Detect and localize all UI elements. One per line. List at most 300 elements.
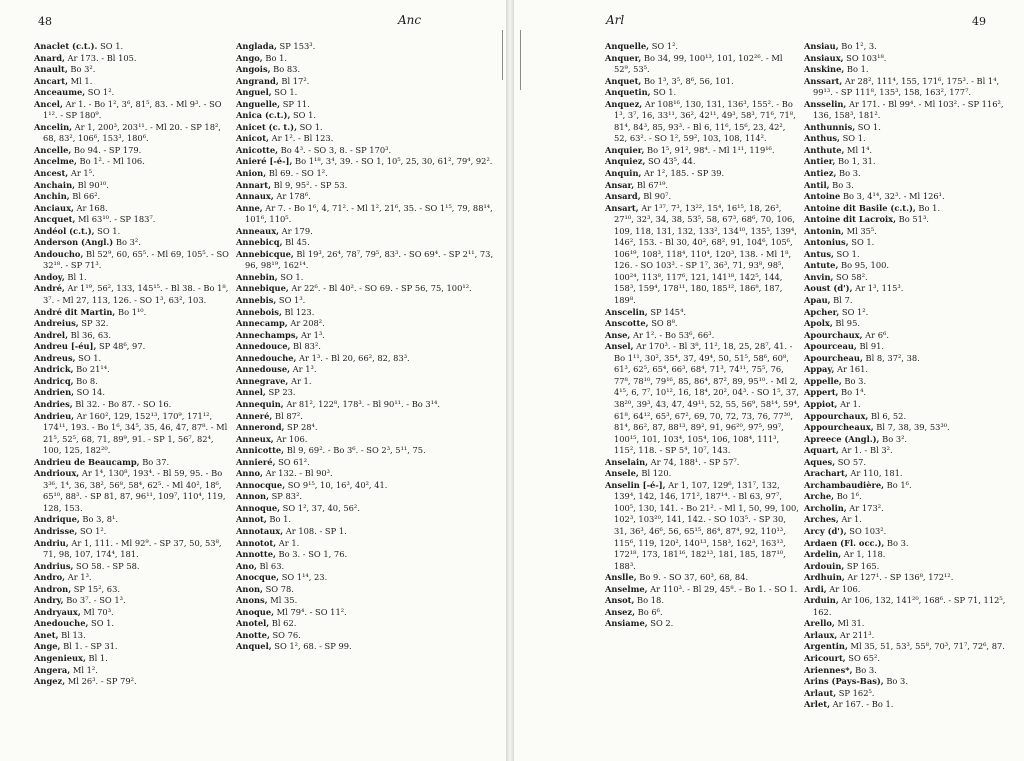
entry-references: SO 58. - SP 58. [73, 560, 140, 571]
index-entry [236, 364, 500, 376]
index-entry [34, 341, 230, 353]
entry-headword: Angenieux, [34, 652, 86, 663]
entry-headword: Anaclet (c.t.). [34, 41, 98, 51]
index-entry [236, 503, 500, 515]
entry-references: Bl 1. [64, 271, 87, 282]
index-entry [605, 595, 801, 607]
entry-references: Bo 1³, 3⁵, 8⁶, 56, 101. [641, 75, 734, 86]
entry-headword: Apau, [804, 295, 831, 306]
entry-references: Ar 179. [279, 225, 313, 236]
entry-references: Ar 108¹⁶, 130, 131, 136³, 155². - Bo 1³, 3⁷, 16, 33¹¹, 36², 42¹¹, 49³, 58³, 71⁶, 71⁸, 81⁴, 84³, 85, 93³. - Bl 6, 11⁶, 15⁶, 23, 42², 52, 63². - SO 1², 59², 103, 108, 114². [614, 98, 796, 144]
index-entry [605, 307, 801, 319]
entry-headword: Annel, [236, 387, 266, 398]
entry-references: Ar 171. - Bl 99⁴. - Ml 103². - SP 116², 136, 158³, 181². [813, 98, 1004, 121]
index-entry [34, 676, 230, 688]
entry-references: Bo 3. - SO 1, 76. [275, 549, 348, 560]
entry-references: SO 1. [650, 87, 677, 98]
entry-headword: Andoy, [34, 271, 65, 282]
index-entry [34, 387, 230, 399]
entry-references: Ar 173. - Bl 105. [64, 52, 137, 63]
entry-headword: Andrel, [34, 329, 68, 340]
index-entry [605, 584, 801, 596]
index-entry [34, 411, 230, 457]
entry-headword: Andron, [34, 583, 72, 594]
entry-headword: Andrique, [34, 514, 80, 525]
entry-references: SO 1. [277, 271, 304, 282]
entry-headword: Andreu [-éu], [34, 341, 97, 352]
index-entry [236, 468, 500, 480]
entry-references: SO 65². [845, 652, 880, 663]
index-entry [605, 468, 801, 480]
entry-references: Bl 87². [272, 410, 303, 421]
index-entry [34, 561, 230, 573]
index-entry [236, 491, 500, 503]
entry-headword: Annotaux, [236, 525, 284, 536]
index-entry [605, 203, 801, 307]
entry-headword: Anselin [-é-], [605, 479, 666, 490]
entry-references: Ar 1³, 115³. [852, 283, 904, 294]
entry-references: Ar 1. - Bl 3². [838, 445, 893, 456]
entry-references: SO 14. [74, 387, 105, 398]
entry-headword: Apreece (Angl.), [804, 433, 880, 444]
entry-references: SP 23. [265, 387, 296, 398]
index-entry [236, 283, 500, 295]
entry-references: Ar 1⁴, 130⁸, 193⁴. - Bl 59, 95. - Bo 3³⁶, 1⁴, 36, 38², 56⁸, 58⁴, 62⁵. - Ml 40², 18⁶, 65¹⁰, 88³. - SP 81, 87, 96¹¹, 109⁷, 110⁴, 119, 128, 153. [43, 468, 226, 513]
entry-headword: Anoque, [236, 606, 275, 617]
entry-headword: Andrioux, [34, 468, 80, 479]
entry-headword: Andries, [34, 398, 73, 409]
right-column-2 [804, 41, 1019, 711]
index-entry [804, 260, 1019, 272]
entry-references: SO 1², 37, 40, 56². [280, 502, 360, 513]
index-entry [34, 468, 230, 514]
index-entry [804, 283, 1019, 295]
entry-headword: Anse, [605, 329, 631, 340]
index-entry [804, 341, 1019, 353]
entry-references: Ar 110³. - Bl 29, 45⁸. - Bo 1. - SO 1. [647, 583, 798, 594]
index-entry [804, 133, 1019, 145]
entry-references: Ml 35⁵. [843, 225, 877, 236]
entry-references: Bl 1. - SP 31. [60, 641, 118, 652]
entry-references: Ar 161. [834, 364, 869, 375]
entry-headword: Arins (Pays-Bas), [804, 676, 884, 687]
entry-references: SO 1¹⁴, 23. [279, 572, 328, 583]
entry-references: Ar 81², 122⁸, 178³. - Bl 90¹¹. - Bo 3¹⁴. [283, 398, 441, 409]
entry-references: Ar 7. - Bo 1⁶, 4, 71². - Ml 1², 21⁶, 35. - SO 1¹⁵, 79, 88¹⁴, 101⁶, 110⁵. [245, 202, 493, 225]
entry-references: Bo 1¹⁰. [115, 306, 147, 317]
entry-references: Ar 167. - Bo 1. [829, 699, 894, 710]
index-entry [804, 688, 1019, 700]
entry-headword: Anicotte, [236, 144, 279, 155]
entry-headword: Annicotte, [236, 445, 285, 456]
entry-references: Ml 1. [68, 75, 93, 86]
index-entry [34, 214, 230, 226]
index-entry [236, 318, 500, 330]
index-entry [605, 480, 801, 572]
index-entry [34, 191, 230, 203]
left-page-number: 48 [38, 15, 52, 28]
entry-references: Bo 3. [884, 537, 909, 548]
index-entry [236, 203, 500, 226]
entry-headword: Anquier, [605, 144, 645, 155]
entry-headword: Antute, [804, 260, 839, 271]
entry-references: Bl 45. [282, 237, 310, 248]
entry-references: Bo 6⁶. [635, 606, 663, 617]
index-entry [804, 584, 1019, 596]
entry-headword: Andriu, [34, 537, 69, 548]
entry-references: Bo 3, 8¹. [79, 514, 118, 525]
entry-headword: Antoine dit Lacroix, [804, 214, 897, 225]
index-entry [34, 180, 230, 192]
index-entry [236, 133, 500, 145]
index-entry [804, 653, 1019, 665]
index-entry [236, 237, 500, 249]
entry-headword: Anceaume, [34, 87, 86, 98]
entry-references: SO 1³. [276, 295, 306, 306]
entry-headword: Annebois, [236, 306, 282, 317]
index-entry [804, 64, 1019, 76]
entry-headword: Annegrave, [236, 375, 289, 386]
entry-references: Bl 8, 37², 38. [862, 352, 920, 363]
entry-headword: Archolin, [804, 502, 847, 513]
entry-headword: Ansard, [605, 191, 641, 202]
entry-references: Bl 90¹⁰. [75, 179, 109, 190]
entry-headword: Anslle, [605, 572, 637, 583]
index-entry [236, 191, 500, 203]
entry-headword: Ange, [34, 641, 61, 652]
entry-references: SP 165. [844, 560, 880, 571]
entry-references: Ar 211³. [837, 629, 875, 640]
index-entry [34, 226, 230, 238]
index-entry [804, 457, 1019, 469]
entry-references: Bl 6, 52. [868, 410, 907, 421]
index-entry [804, 122, 1019, 134]
index-entry [236, 526, 500, 538]
entry-headword: Anskine, [804, 64, 845, 75]
entry-headword: Annecamp, [236, 318, 288, 329]
index-entry [34, 572, 230, 584]
entry-headword: Ansel, [605, 341, 634, 352]
entry-headword: Anquiez, [605, 156, 646, 167]
index-entry [236, 156, 500, 168]
entry-references: Ar 110, 181. [847, 468, 903, 479]
index-entry [34, 630, 230, 642]
index-entry [34, 618, 230, 630]
entry-references: Bo 51³. [896, 214, 929, 225]
index-entry [804, 503, 1019, 515]
entry-references: SP 48⁶, 97. [96, 341, 146, 352]
entry-references: Bo 1⁵, 91², 98⁴. - Ml 1¹¹, 119¹⁶. [644, 144, 775, 155]
entry-headword: Appourchaux, [804, 410, 869, 421]
entry-references: SO 1². [649, 41, 679, 51]
entry-references: Ml 35. [267, 595, 298, 606]
entry-references: Ar 1³⁷, 7³, 13²², 15⁴, 16¹⁵, 18, 26³, 27¹⁰, 32³, 34, 38, 53⁵, 58, 67³, 68⁶, 70, 106, 109, 118, 131, 132, 133², 134¹⁰, 135⁵, 139⁴, 146², 153. - Bl 30, 40², 68², 91, 104⁶, 105⁶, 106¹⁹, 108³, 118⁴, 110⁴, 120³, 138. - Ml 1⁸, 126. - SO 103³. - SP 1⁷, 36³, 71, 93⁸, 98⁵, 100²⁴, 113⁸, 117⁶, 121, 141¹⁸, 142⁵, 144, 158³, 159⁴, 178¹¹, 180, 185¹², 186⁸, 187, 189⁸. [614, 202, 797, 306]
entry-references: Ar 132. - Bl 90³. [262, 468, 333, 479]
index-entry [804, 295, 1019, 307]
entry-headword: Archambaudière, [804, 479, 885, 490]
entry-references: SO 2. [647, 618, 674, 629]
left-column-1 [34, 41, 230, 688]
entry-headword: Anciaux, [34, 202, 74, 213]
entry-references: Bl 63. [256, 560, 285, 571]
index-entry [34, 64, 230, 76]
entry-references: Bl 83². [290, 341, 321, 352]
entry-headword: Antil, [804, 179, 830, 190]
entry-references: Bl 7. [830, 295, 853, 306]
entry-references: Ar 108. - SP 1. [283, 525, 347, 536]
entry-references: SP 83². [268, 491, 303, 502]
entry-references: Bo 83. [270, 64, 301, 75]
entry-references: Ar 1³. - Bl 20, 66², 82, 83³. [296, 352, 410, 363]
entry-headword: Anscelin, [605, 306, 648, 317]
entry-headword: Anion, [236, 168, 267, 179]
entry-references: Bl 66². [69, 191, 101, 202]
index-entry [804, 376, 1019, 388]
entry-headword: Ansiau, [804, 41, 839, 51]
entry-references: SO 8⁸. [648, 318, 678, 329]
index-entry [804, 595, 1019, 618]
index-entry [804, 699, 1019, 711]
entry-headword: Anthute, [804, 144, 845, 155]
entry-references: SO 58². [833, 271, 868, 282]
entry-headword: Arches, [804, 514, 839, 525]
index-entry [804, 364, 1019, 376]
entry-references: SO 1. [848, 237, 875, 248]
index-entry [804, 445, 1019, 457]
entry-references: Bo 4³. - SO 3, 8. - SP 170³. [278, 144, 392, 155]
entry-headword: Arcy (d'), [804, 525, 847, 536]
index-entry [236, 226, 500, 238]
entry-headword: Appert, [804, 387, 839, 398]
index-entry [236, 272, 500, 284]
entry-headword: Anquin, [605, 168, 642, 179]
entry-headword: Anicet (c. t.), [236, 121, 297, 132]
entry-headword: Apourceau, [804, 341, 857, 352]
entry-headword: Ardhuin, [804, 572, 845, 583]
entry-headword: Andreius, [34, 318, 79, 329]
entry-headword: Antonin, [804, 225, 844, 236]
entry-references: Bo 1¹⁸, 3⁴, 39. - SO 1, 10⁵, 25, 30, 61², 79⁴, 92². [292, 156, 493, 167]
entry-headword: Angera, [34, 664, 71, 675]
entry-headword: Annebin, [236, 271, 278, 282]
entry-references: SO 103¹⁸. [843, 52, 887, 63]
entry-references: Bl 52⁹, 60, 65⁵. - Ml 69, 105⁵. - SO 32¹⁸. - SP 71³. [43, 248, 229, 271]
entry-references: Ar 160², 129, 152¹³, 170⁹, 171¹², 174¹¹, 193. - Bo 1⁶, 34⁵, 35, 46, 47, 87⁸. - Ml 21⁵, 52⁵, 68, 71, 89⁹, 91. - SP 1, 56⁷, 82⁴, 100, 125, 182²⁰. [43, 410, 228, 456]
index-entry [236, 434, 500, 446]
entry-references: SO 1. [833, 248, 860, 259]
entry-headword: Anneaux, [236, 225, 280, 236]
entry-references: Bl 13. [58, 629, 86, 640]
entry-headword: Ansiame, [605, 618, 648, 629]
index-entry [236, 572, 500, 584]
entry-headword: Annaux, [236, 191, 274, 202]
entry-headword: Anderson (Angl.) [34, 237, 114, 248]
entry-headword: Andricq, [34, 375, 74, 386]
entry-headword: Ancest, [34, 168, 69, 179]
index-entry [605, 76, 801, 88]
index-entry [34, 584, 230, 596]
index-entry [236, 53, 500, 65]
entry-references: Ar 1. [276, 537, 300, 548]
index-entry [605, 191, 801, 203]
entry-references: Bl 36, 63. [67, 329, 112, 340]
entry-headword: Arlaut, [804, 687, 837, 698]
index-entry [236, 422, 500, 434]
entry-headword: Aoust (d'), [804, 283, 853, 294]
index-entry [236, 595, 500, 607]
index-entry [34, 364, 230, 376]
entry-references: Ar 1. - Bo 1², 3⁶, 81⁵, 83. - Ml 9³. - SO 1¹². - SP 180⁹. [43, 98, 222, 121]
entry-references: SO 1², 68. - SP 99. [271, 641, 352, 652]
index-entry [34, 53, 230, 65]
index-entry [34, 76, 230, 88]
entry-headword: Ancel, [34, 98, 63, 109]
index-entry [34, 653, 230, 665]
entry-headword: Anquez, [605, 98, 643, 109]
entry-headword: Ancelme, [34, 156, 77, 167]
entry-references: Ar 1, 111. - Ml 92⁹. - SP 37, 50, 53⁸, 71, 98, 107, 174⁴, 181. [43, 537, 222, 560]
index-entry [804, 226, 1019, 238]
index-entry [605, 41, 801, 53]
entry-headword: Antus, [804, 248, 834, 259]
entry-headword: Angrand, [236, 75, 279, 86]
entry-references: Bo 1, 31. [835, 156, 876, 167]
entry-headword: Anedouche, [34, 618, 89, 629]
entry-headword: Ardaen (Fl. occ.), [804, 537, 885, 548]
index-entry [605, 53, 801, 76]
entry-headword: Arachart, [804, 468, 848, 479]
entry-references: Bl 62. [269, 618, 297, 629]
index-entry [236, 561, 500, 573]
entry-headword: Anotel, [236, 618, 270, 629]
entry-references: Ar 1, 107, 129⁶, 131⁷, 132, 139⁴, 142, 146, 171², 187¹⁴. - Bl 63, 97⁷, 100⁵, 130, 141. - Bo 21². - Ml 1, 50, 99, 100, 102³, 103²⁰, 141, 142. - SO 103⁵. - SP 30, 31, 36³, 46⁶, 56, 65¹⁵, 86⁴, 87⁴, 92, 110¹³, 115⁶, 119, 120², 140¹³, 158³, 162³, 163¹³, 172¹⁸, 173, 181¹⁶, 182¹³, 181, 185, 187¹⁰, 188³. [614, 479, 799, 571]
entry-headword: Appiot, [804, 398, 838, 409]
entry-headword: Anquetin, [605, 87, 651, 98]
entry-references: Bo 3. [852, 664, 877, 675]
entry-references: Bo 3. [829, 179, 854, 190]
index-entry [34, 168, 230, 180]
index-entry [804, 434, 1019, 446]
index-entry [236, 376, 500, 388]
entry-headword: Annebicq, [236, 237, 283, 248]
entry-headword: Anne, [236, 202, 263, 213]
entry-references: Bo 95, 100. [838, 260, 890, 271]
index-entry [236, 330, 500, 342]
entry-references: SP 145⁴. [647, 306, 687, 317]
entry-headword: Angois, [236, 64, 271, 75]
index-entry [236, 387, 500, 399]
entry-references: Ar 1. [838, 514, 862, 525]
index-entry [34, 203, 230, 215]
index-entry [804, 41, 1019, 53]
index-entry [34, 353, 230, 365]
entry-headword: Anselme, [605, 583, 648, 594]
right-column-1 [605, 41, 801, 630]
entry-references: Ml 79⁴. - SO 11². [274, 606, 347, 617]
entry-headword: Andro, [34, 572, 66, 583]
index-entry [236, 630, 500, 642]
entry-references: Bo 3, 4¹⁴, 32³. - Ml 126¹. [840, 191, 945, 202]
entry-references: Ar 6⁶. [862, 329, 889, 340]
entry-references: Ml 35, 51, 53³, 55⁸, 70³, 71⁷, 72⁶, 87. [847, 641, 1005, 652]
index-entry [804, 191, 1019, 203]
entry-headword: Anon, [236, 583, 263, 594]
index-entry [236, 549, 500, 561]
entry-references: Bl 19³, 26⁴, 78⁷, 79⁵, 83³. - SO 69⁴. - SP 2¹¹, 73, 96, 98¹⁹, 162¹⁴. [245, 248, 494, 271]
entry-references: Ml 31. [834, 618, 865, 629]
index-entry [34, 330, 230, 342]
binding-mark [520, 30, 521, 90]
index-entry [34, 122, 230, 145]
entry-references: SP 15², 63. [71, 583, 121, 594]
entry-headword: Andéol (c.t.), [34, 225, 95, 236]
index-entry [804, 480, 1019, 492]
index-entry [804, 676, 1019, 688]
entry-headword: Antoine dit Basile (c.t.), [804, 202, 916, 213]
entry-references: Bl 91. [856, 341, 885, 352]
entry-headword: Appourcheaux, [804, 422, 874, 433]
index-entry [34, 283, 230, 306]
index-entry [236, 584, 500, 596]
entry-references: Bo 1⁶. [884, 479, 912, 490]
entry-references: SP 153³. [276, 41, 316, 51]
entry-headword: Anglada, [236, 41, 277, 51]
index-entry [34, 87, 230, 99]
entry-references: Ar 1³. [65, 572, 92, 583]
index-entry [236, 122, 500, 134]
entry-references: SP 162⁵. [836, 687, 875, 698]
entry-headword: Aques, [804, 456, 836, 467]
entry-references: SO 1². [77, 525, 107, 536]
index-entry [804, 422, 1019, 434]
entry-headword: Annocque, [236, 479, 286, 490]
entry-references: Bo 1. [915, 202, 941, 213]
index-entry [804, 330, 1019, 342]
entry-headword: Anguel, [236, 87, 272, 98]
binding-mark [502, 30, 503, 80]
entry-headword: Andry, [34, 595, 64, 606]
entry-headword: Annart, [236, 179, 271, 190]
entry-references: Bl 7, 38, 39, 53³⁰. [873, 422, 950, 433]
index-entry [804, 53, 1019, 65]
entry-references: SO 1. [855, 121, 881, 132]
entry-headword: Andrisse, [34, 525, 78, 536]
index-entry [236, 618, 500, 630]
index-entry [804, 491, 1019, 503]
entry-references: Bo 1⁶. [834, 491, 862, 502]
index-entry [236, 353, 500, 365]
entry-headword: Anthunnis, [804, 121, 856, 132]
entry-references: Bo 3². [113, 237, 141, 248]
entry-headword: Ardouin, [804, 560, 845, 571]
index-entry [34, 156, 230, 168]
entry-headword: Ansele, [605, 468, 639, 479]
entry-headword: Ancelin, [34, 121, 73, 132]
left-page [0, 0, 506, 761]
index-entry [804, 76, 1019, 99]
index-entry [236, 145, 500, 157]
index-entry [804, 630, 1019, 642]
index-entry [804, 214, 1019, 226]
entry-references: SO 76. [269, 629, 301, 640]
entry-references: Ar 127¹. - SP 136⁸, 172¹². [844, 572, 954, 583]
entry-references: Bl 120. [638, 468, 672, 479]
entry-headword: Annotot, [236, 537, 277, 548]
entry-headword: Arche, [804, 491, 835, 502]
entry-headword: Angez, [34, 676, 66, 687]
entry-references: Bo 1. [262, 52, 287, 63]
index-entry [804, 353, 1019, 365]
